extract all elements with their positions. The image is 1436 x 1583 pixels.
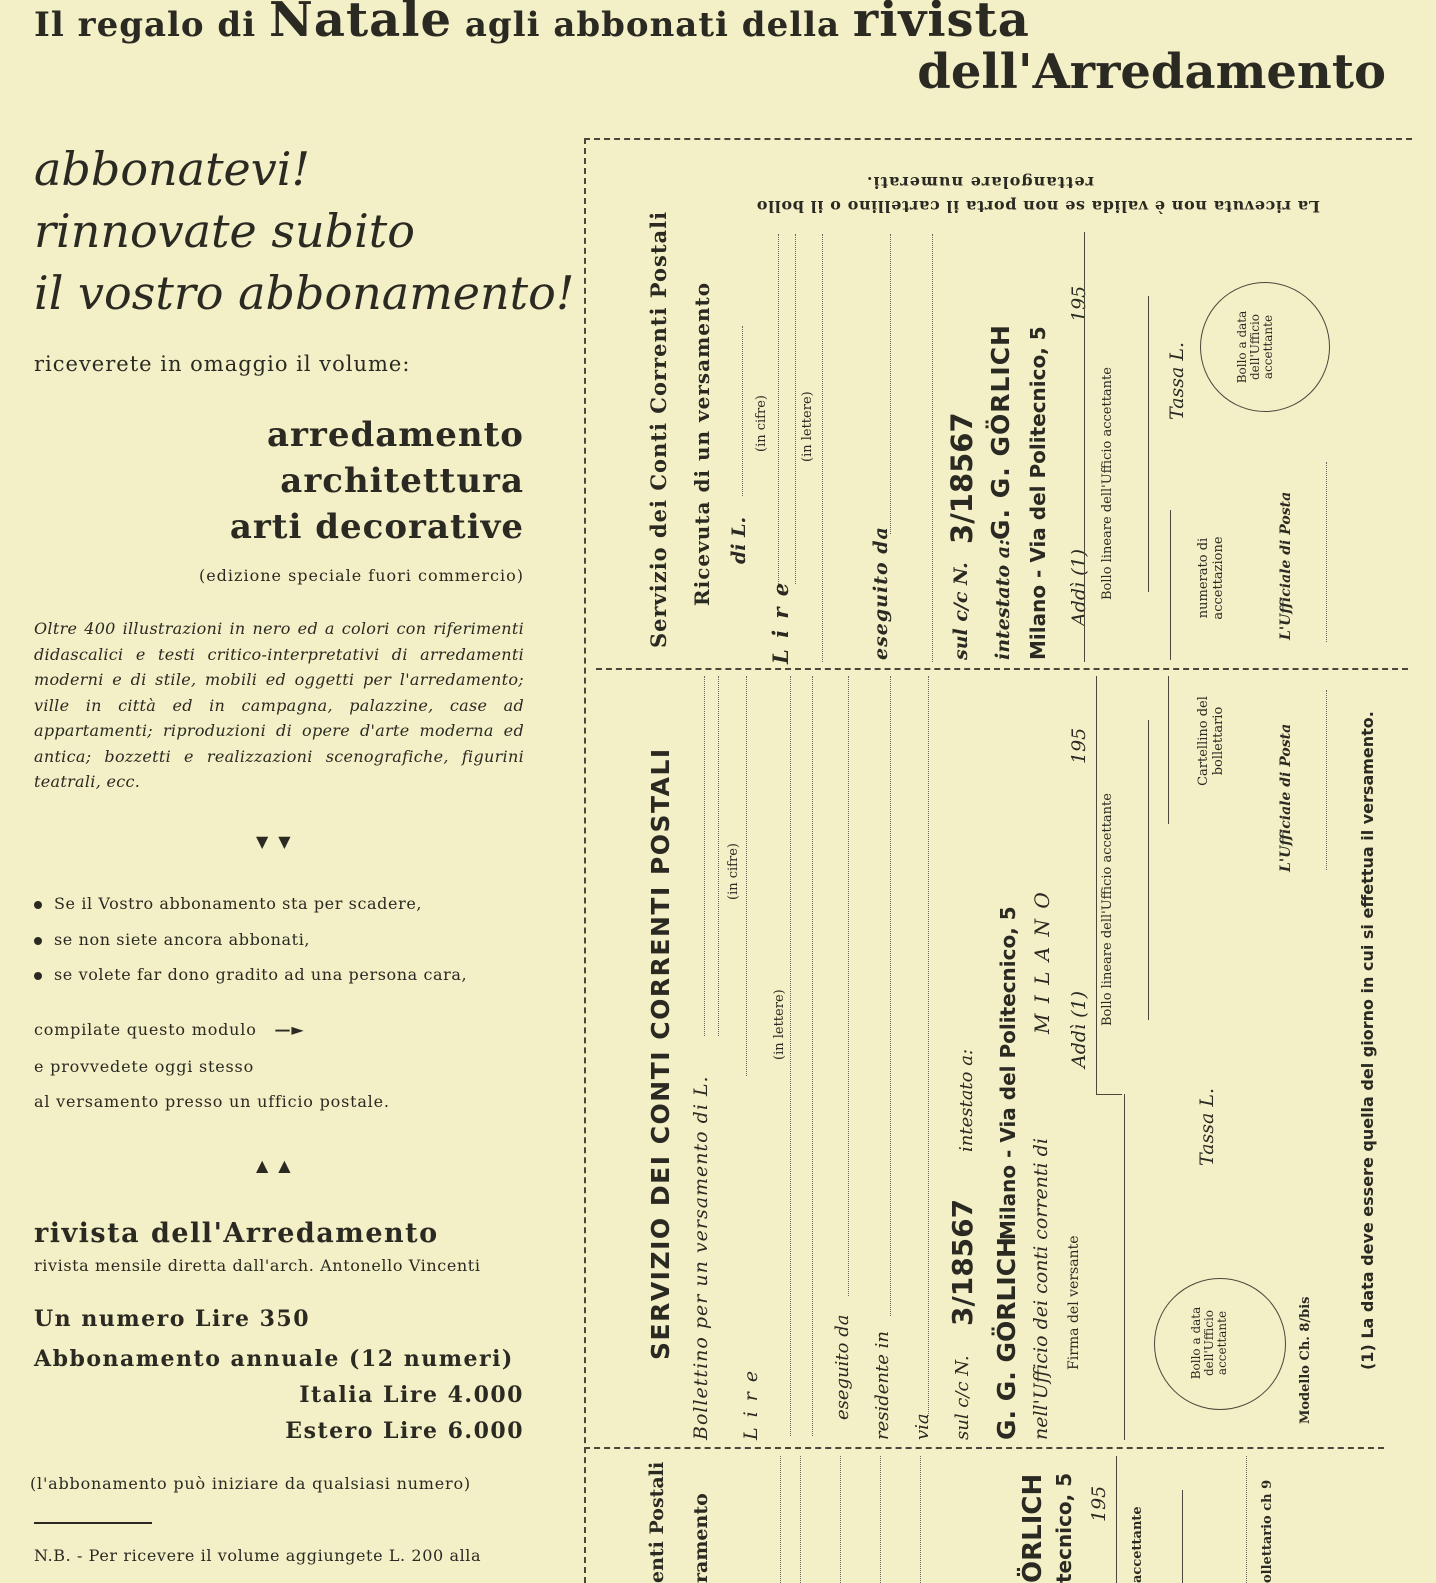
receipt-note-1: La ricevuta non è valida se non porta il cartellino o il bollo	[756, 197, 1320, 216]
addi-label: Addì (1)	[1068, 548, 1090, 626]
bullet-item	[34, 930, 534, 949]
bullet-text: se non siete ancora abbonati,	[54, 930, 311, 949]
bollo-lineare-label-2: Bollo lineare dell'Ufficio accettante	[1100, 793, 1115, 1026]
company-name-2: G. G. GÖRLICH	[992, 1237, 1021, 1440]
company-address-2: Milano - Via del Politecnico, 5	[996, 906, 1020, 1240]
stamp-box-corner	[1096, 1094, 1122, 1095]
form-left-cut-line	[584, 138, 586, 1583]
header-text-c: agli abbonati della	[464, 5, 841, 45]
volume-description: Oltre 400 illustrazioni in nero ed a colori con riferimenti didascalici e testi critico-interpretativi di arredamenti moderni e di stile, mobili ed oggetti per l'arredamento; ville in città ed in campagna, palazzine, case ad appartamenti; riproduzioni di opere d'arte moderna ed antica; bozzetti e realizzazioni scenografiche, figurini teatrali, ecc.	[34, 619, 524, 791]
residente-label: residente in	[872, 1331, 893, 1440]
company-address: Milano - Via del Politecnico, 5	[1026, 326, 1050, 660]
stamp-box-inner	[1148, 296, 1149, 592]
amount-words-field-3[interactable]	[822, 234, 823, 662]
volume-title-line-3: arti decorative	[229, 507, 524, 547]
ufficiale-label: L'Ufficiale di Posta	[1278, 491, 1294, 640]
form-top-cut-line	[584, 138, 1412, 140]
amount-words-field-1[interactable]	[778, 234, 779, 584]
header-line-1	[34, 0, 1030, 48]
in-cifre-label-2: (in cifre)	[726, 843, 741, 900]
s3-field-6[interactable]	[1246, 1456, 1247, 1583]
compile-line	[34, 1020, 304, 1039]
intestato-label-2: intestato a:	[956, 1048, 977, 1152]
up-triangles: ▲▲	[256, 1156, 301, 1175]
sul-cc-label-2: sul c/c N.	[952, 1355, 973, 1440]
payer-field[interactable]	[890, 234, 891, 534]
slogan-line-1: abbonatevi!	[34, 142, 310, 196]
firma-label: Firma del versante	[1066, 1235, 1082, 1370]
s3-box-border	[1116, 1456, 1117, 1583]
footnote: (1) La data deve essere quella del giorno in cui si effettua il versamento.	[1358, 711, 1377, 1370]
price-abroad: Estero Lire 6.000	[285, 1418, 524, 1444]
edition-note: (edizione speciale fuori commercio)	[198, 566, 524, 585]
official-sign-field-2[interactable]	[1326, 690, 1327, 870]
numbered-box	[1170, 510, 1171, 660]
via-label: via	[912, 1413, 933, 1440]
s3-accettante: accettante	[1130, 1506, 1145, 1583]
arrow-right-icon: —►	[274, 1020, 305, 1039]
bollettino-figures-field[interactable]	[704, 676, 705, 1036]
numerato-label: numerato di accettazione	[1196, 536, 1226, 620]
cartellino-box	[1168, 676, 1169, 824]
form-lower-cut-line	[584, 1447, 1384, 1449]
payer-field-2[interactable]	[932, 234, 933, 662]
eseguito-da-label: eseguito da	[870, 526, 892, 660]
header-text-a: Il regalo di	[34, 5, 257, 45]
s3-field-4[interactable]	[880, 1456, 881, 1583]
addi-label-2: Addì (1)	[1068, 990, 1090, 1068]
bollo-data-label-2: Bollo a data dell'Ufficio accettante	[1189, 1306, 1229, 1380]
in-lettere-label-2: (in lettere)	[772, 989, 787, 1060]
slogan	[34, 138, 574, 324]
header-text-natale: Natale	[268, 0, 453, 48]
bollo-lineare-label: Bollo lineare dell'Ufficio accettante	[1100, 367, 1115, 600]
header-text-rivista: rivista	[852, 0, 1030, 48]
bullet-text: Se il Vostro abbonamento sta per scadere,	[54, 894, 423, 913]
s3-field-2[interactable]	[800, 1456, 801, 1583]
magazine-subtitle: rivista mensile diretta dall'arch. Antonello Vincenti	[34, 1256, 481, 1275]
receipt-title: Ricevuta di un versamento	[690, 281, 714, 606]
stamp-box-border-3	[1124, 1094, 1125, 1440]
receipt-note-2: rettangolare numerati.	[865, 173, 1094, 192]
price-italy: Italia Lire 4.000	[299, 1382, 524, 1408]
s3-field-3[interactable]	[840, 1456, 841, 1583]
modello-label: Modello Ch. 8/bis	[1298, 1296, 1313, 1424]
year-label-2: 195	[1068, 727, 1090, 764]
di-l-label: di L.	[728, 516, 750, 564]
lire-label: L i r e	[768, 580, 793, 664]
bollettino-label: Bollettino per un versamento di L.	[690, 1075, 712, 1440]
s3-year: 195	[1088, 1485, 1110, 1522]
bullet-icon	[34, 937, 42, 945]
price-issue: Un numero Lire 350	[34, 1306, 311, 1332]
receive-text: riceverete in omaggio il volume:	[34, 352, 411, 376]
compile-text: compilate questo modulo	[34, 1020, 257, 1039]
magazine-title: rivista dell'Arredamento	[34, 1218, 439, 1249]
bollettino-words-field[interactable]	[746, 676, 747, 1076]
s3-box-inner	[1182, 1490, 1183, 1583]
s3-company: ÖRLICH	[1018, 1473, 1048, 1583]
bollo-data-label: Bollo a data dell'Ufficio accettante	[1235, 310, 1275, 384]
header-line-2: dell'Arredamento	[917, 44, 1386, 100]
stamp-box-border-2	[1096, 676, 1097, 1094]
amount-words-field-2[interactable]	[795, 234, 796, 584]
tassa-label: Tassa L.	[1166, 341, 1188, 420]
tassa-label-2: Tassa L.	[1196, 1087, 1218, 1166]
ufficiale-label-2: L'Ufficiale di Posta	[1278, 723, 1294, 872]
s3-field-5[interactable]	[920, 1456, 921, 1583]
lire-label-2: L i r e	[740, 1368, 762, 1440]
company-name: G. G. GÖRLICH	[986, 324, 1015, 540]
s3-ramento: ramento	[690, 1493, 712, 1583]
slogan-line-2: rinnovate subito	[34, 204, 415, 258]
volume-title	[34, 412, 524, 550]
service-title: Servizio dei Conti Correnti Postali	[646, 210, 671, 648]
s3-field-1[interactable]	[780, 1456, 781, 1583]
amount-figures-field[interactable]	[742, 326, 743, 496]
s3-address: tecnico, 5	[1052, 1472, 1076, 1583]
bollettino-residence-field[interactable]	[890, 676, 891, 1316]
milano-label: M I L A N O	[1030, 890, 1054, 1034]
official-sign-field[interactable]	[1326, 462, 1327, 642]
intestato-label: intestato a:	[992, 538, 1014, 660]
service-caps-title: SERVIZIO DEI CONTI CORRENTI POSTALI	[646, 747, 675, 1360]
form-middle-cut-line	[596, 668, 1408, 670]
bollettino-words-field-2[interactable]	[790, 676, 791, 1436]
in-cifre-label: (in cifre)	[754, 395, 769, 452]
bollettino-payer-field[interactable]	[848, 676, 849, 1296]
year-label: 195	[1068, 285, 1090, 322]
sul-cc-label: sul c/c N.	[950, 562, 972, 660]
bullet-text: se volete far dono gradito ad una persona cara,	[54, 965, 468, 984]
stamp-box-inner-2	[1148, 720, 1149, 1020]
s3-bollettario: ollettario ch 9	[1260, 1479, 1275, 1583]
bullet-item	[34, 965, 534, 984]
divider	[34, 1522, 152, 1524]
payment-text: al versamento presso un ufficio postale.	[34, 1092, 390, 1111]
start-note: (l'abbonamento può iniziare da qualsiasi numero)	[30, 1474, 471, 1493]
bollettino-words-field-3[interactable]	[812, 676, 813, 1436]
nb-note: N.B. - Per ricevere il volume aggiungete L. 200 alla	[34, 1546, 482, 1565]
bullet-icon	[34, 901, 42, 909]
eseguito-da-label-2: eseguito da	[832, 1314, 853, 1420]
cc-number: 3/18567	[945, 412, 979, 544]
provide-text: e provvedete oggi stesso	[34, 1057, 255, 1076]
slogan-line-3: il vostro abbonamento!	[34, 266, 575, 320]
volume-title-line-1: arredamento	[266, 415, 524, 455]
cartellino-label: Cartellino del bollettario	[1196, 696, 1226, 786]
cc-number-2: 3/18567	[946, 1198, 979, 1326]
bollettino-street-field[interactable]	[928, 676, 929, 1416]
bullet-item	[34, 894, 534, 913]
volume-title-line-2: architettura	[280, 461, 524, 501]
s3-service: enti Postali	[646, 1461, 668, 1583]
stamp-box-border	[1084, 232, 1085, 662]
price-annual: Abbonamento annuale (12 numeri)	[34, 1346, 514, 1372]
bullet-icon	[34, 972, 42, 980]
ufficio-label: nell'Ufficio dei conti correnti di	[1030, 1138, 1052, 1440]
down-triangles: ▼▼	[256, 832, 301, 851]
bollettino-figures-field-2[interactable]	[718, 676, 719, 1036]
in-lettere-label: (in lettere)	[800, 391, 815, 462]
